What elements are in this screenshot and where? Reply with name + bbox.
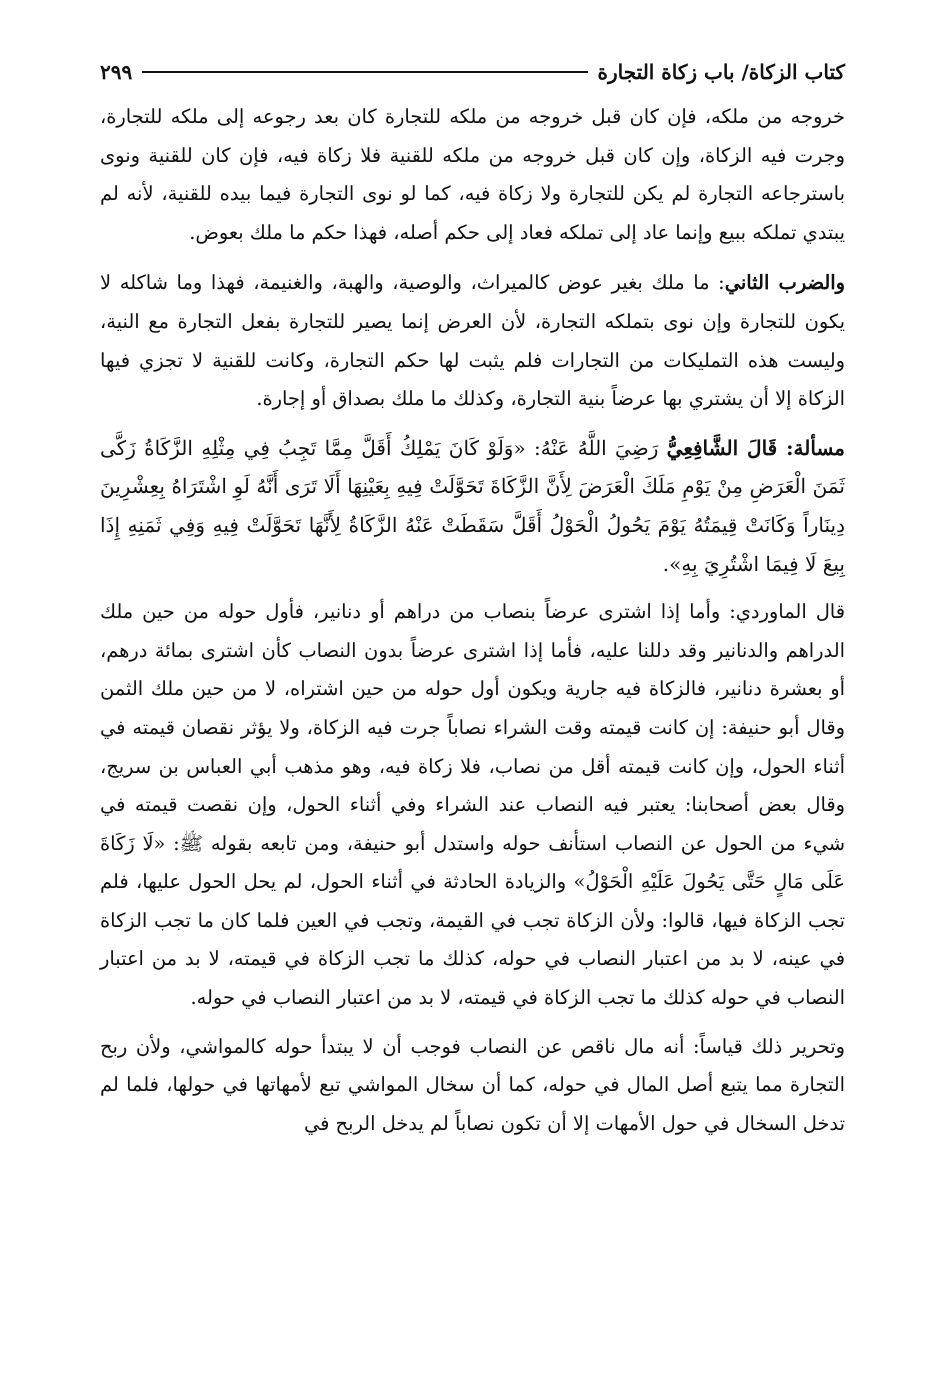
paragraph-5 bbox=[100, 1028, 845, 1144]
paragraph-1-text: خروجه من ملكه، فإن كان قبل خروجه من ملكه للتجارة كان بعد رجوعه إلى ملكه للتجارة، وجرت فيه الزكاة، وإن كان قبل خروجه من ملكه للقنية فلا زكاة فيه، فإن كان للقنية ونوى باسترجاعه التجارة لم يكن للتجارة ولا زكاة فيه، كما لو نوى التجارة فيما بيده للقنية، لأنه لم يبتدي تملكه ببيع وإنما عاد إلى تملكه فعاد إلى حكم أصله، فهذا حكم ما ملك بعوض. bbox=[100, 105, 845, 244]
paragraph-2-text: : ما ملك بغير عوض كالميراث، والوصية، والهبة، والغنيمة، فهذا وما شاكله لا يكون للتجارة وإن نوى بتملكه التجارة، لأن العرض إنما يصير للتجارة بفعل التجارة مع النية، وليست هذه التمليكات من التجارات فلم يثبت لها حكم التجارة، وكانت للقنية لا تجزي فيها الزكاة إلا أن يشتري بها عرضاً بنية التجارة، وكذلك ما ملك بصداق أو إجارة. bbox=[100, 271, 845, 411]
paragraph-5-text: وتحرير ذلك قياساً: أنه مال ناقص عن النصاب فوجب أن لا يبتدأ حوله كالمواشي، ولأن ربح التجارة مما يتبع أصل المال في حوله، كما أن سخال المواشي تبع لأمهاتها في حولها، فلما لم تدخل السخال في حول الأمهات إلا أن تكون نصاباً لم يدخل الربح في bbox=[100, 1034, 845, 1135]
hadith-quote: «لَا زَكَاةَ عَلَى مَالٍ حَتَّى يَحُولَ عَلَيْهِ الْحَوْلُ» bbox=[100, 831, 845, 894]
running-header bbox=[100, 52, 845, 92]
paragraph-2-lead: والضرب الثاني bbox=[724, 271, 845, 295]
page-number: ٢٩٩ bbox=[100, 60, 133, 84]
masala-lead: مسألة: قَالَ الشَّافِعِيُّ bbox=[666, 435, 845, 460]
masala-paragraph bbox=[100, 429, 845, 583]
chapter-title: كتاب الزكاة/ باب زكاة التجارة bbox=[597, 60, 845, 84]
book-page bbox=[100, 52, 845, 1342]
paragraph-4-text-b: والزيادة الحادثة في أثناء الحول، لم يحل الحول عليها، فلم تجب الزكاة فيها، قالوا: ولأن الزكاة تجب في القيمة، وتجب في العين فلما كان ما تجب الزكاة في عينه، لا بد من اعتبار النصاب في حوله، كذلك ما تجب الزكاة في قيمته، لا بد من اعتبار النصاب في حوله كذلك ما تجب الزكاة في قيمته، لا بد من اعتبار النصاب في حوله. bbox=[100, 870, 845, 1010]
header-rule bbox=[142, 71, 587, 73]
paragraph-4-text-a: قال الماوردي: وأما إذا اشترى عرضاً بنصاب من دراهم أو دنانير، فأول حوله من حين ملك الدراهم والدنانير وقد دللنا عليه، فأما إذا اشترى عرضاً بدون النصاب كأن اشترى بمائة درهم، أو بعشرة دنانير، فالزكاة فيه جارية ويكون أول حوله من حين اشتراه، لا من حين ملك الثمن وقال أبو حنيفة: إن كانت قيمته وقت الشراء نصاباً جرت فيه الزكاة، ولا يؤثر نقصان قيمته في أثناء الحول، وإن كانت قيمته أقل من نصاب، فلا زكاة فيه، وهو مذهب أبي العباس بن سريج، وقال بعض أصحابنا: يعتبر فيه النصاب عند الشراء وفي أثناء الحول، وإن نقصت قيمته في شيء من الحول عن النصاب استأنف حوله واستدل أبو حنيفة، ومن تابعه بقوله ﷺ: bbox=[100, 600, 846, 855]
paragraph-2 bbox=[100, 264, 845, 418]
paragraph-1 bbox=[100, 98, 845, 252]
masala-text: رَضِيَ اللَّهُ عَنْهُ: «وَلَوْ كَانَ يَمْلِكُ أَقَلَّ مِمَّا تَجِبُ فِي مِثْلِهِ الزَّكَاةُ زَكَّى ثَمَنَ الْعَرَضِ مِنْ يَوْمِ مَلَكَ الْعَرَضَ لِأَنَّ الزَّكَاةَ تَحَوَّلَتْ فِيهِ بِعَيْنِهَا أَلَا تَرَى أَنَّهُ لَوِ اشْتَرَاهُ بِعِشْرِينَ دِينَاراً وَكَانَتْ قِيمَتُهُ يَوْمَ يَحُولُ الْحَوْلُ أَقَلَّ سَقَطَتْ عَنْهُ الزَّكَاةُ لِأَنَّهَا تَحَوَّلَتْ فِيهِ وَفِي ثَمَنِهِ إِذَا بِيعَ لَا فِيمَا اشْتُرِيَ بِهِ». bbox=[100, 435, 845, 576]
paragraph-4 bbox=[100, 593, 845, 1018]
